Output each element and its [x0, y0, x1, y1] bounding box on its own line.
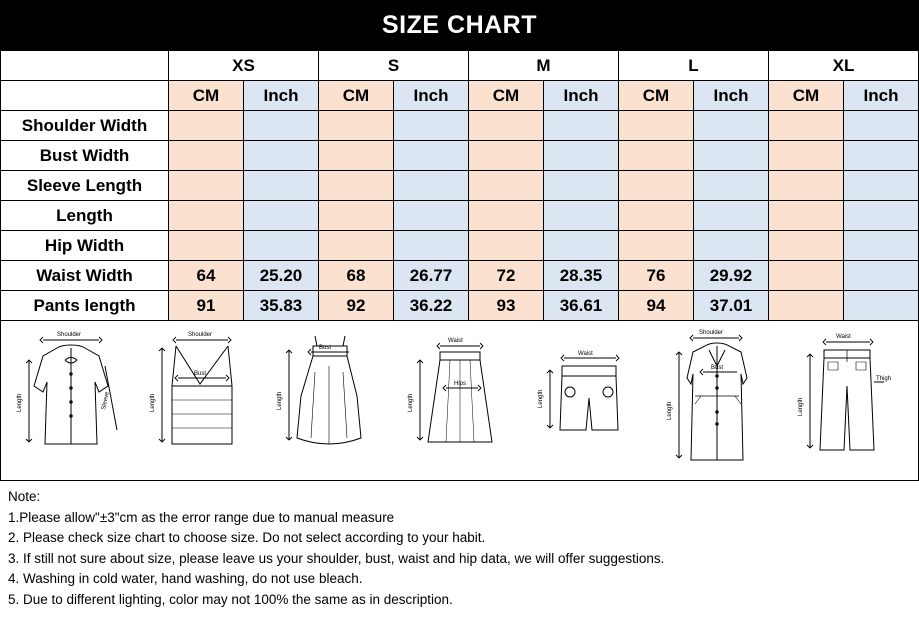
table-corner-cell: [1, 51, 169, 81]
garment-illustrations: [0, 321, 919, 481]
table-row: [1, 111, 919, 141]
illustration-skirt: [400, 326, 518, 476]
cell-shoulder-width-s-cm: [319, 111, 394, 141]
unit-corner-cell: [1, 81, 169, 111]
cell-length-s-cm: [319, 201, 394, 231]
cell-waist-width-xs-cm: 64: [169, 261, 244, 291]
label-waist: Waist: [836, 333, 852, 340]
table-row: [1, 261, 919, 291]
label-hips: Hips: [454, 380, 467, 387]
cell-shoulder-width-m-inch: [544, 111, 619, 141]
label-waist: Waist: [448, 337, 464, 344]
cell-length-s-inch: [394, 201, 469, 231]
cell-sleeve-length-l-inch: [694, 171, 769, 201]
cell-hip-width-xl-cm: [769, 231, 844, 261]
label-length: Length: [798, 397, 805, 416]
cell-length-m-cm: [469, 201, 544, 231]
cell-waist-width-l-cm: 76: [619, 261, 694, 291]
row-label-waist-width: Waist Width: [1, 261, 169, 291]
notes-heading: Note:: [8, 489, 41, 504]
cell-bust-width-xs-cm: [169, 141, 244, 171]
cell-waist-width-xl-cm: [769, 261, 844, 291]
table-header-units: [1, 81, 919, 111]
unit-header-cm-xl: CM: [769, 81, 844, 111]
unit-header-cm-l: CM: [619, 81, 694, 111]
cell-hip-width-xs-cm: [169, 231, 244, 261]
cell-shoulder-width-xl-inch: [844, 111, 919, 141]
cell-length-m-inch: [544, 201, 619, 231]
table-row: [1, 171, 919, 201]
label-shoulder: Shoulder: [699, 329, 724, 336]
row-label-length: Length: [1, 201, 169, 231]
cell-length-l-cm: [619, 201, 694, 231]
cell-shoulder-width-l-inch: [694, 111, 769, 141]
label-length: Length: [667, 401, 674, 420]
cell-pants-length-xs-cm: 91: [169, 291, 244, 321]
cell-shoulder-width-xl-cm: [769, 111, 844, 141]
cell-sleeve-length-l-cm: [619, 171, 694, 201]
cell-sleeve-length-xs-inch: [244, 171, 319, 201]
cell-hip-width-m-inch: [544, 231, 619, 261]
cell-length-l-inch: [694, 201, 769, 231]
unit-header-inch-xs: Inch: [244, 81, 319, 111]
size-header-l: L: [619, 51, 769, 81]
cell-pants-length-m-cm: 93: [469, 291, 544, 321]
page-title: SIZE CHART: [0, 0, 919, 50]
cell-bust-width-xl-inch: [844, 141, 919, 171]
cell-bust-width-m-inch: [544, 141, 619, 171]
cell-hip-width-xs-inch: [244, 231, 319, 261]
unit-header-inch-m: Inch: [544, 81, 619, 111]
note-line-5: 5. Due to different lighting, color may not 100% the same as in description.: [8, 591, 453, 607]
note-line-3: 3. If still not sure about size, please leave us your shoulder, bust, waist and hip data, we will offer suggestions.: [8, 550, 665, 566]
cell-sleeve-length-xs-cm: [169, 171, 244, 201]
label-length: Length: [277, 391, 284, 410]
label-shoulder: Shoulder: [187, 331, 212, 338]
illustration-camisole: [142, 326, 260, 476]
size-header-m: M: [469, 51, 619, 81]
cell-hip-width-s-inch: [394, 231, 469, 261]
illustration-blouse: [13, 326, 131, 476]
cell-bust-width-l-inch: [694, 141, 769, 171]
cell-pants-length-xs-inch: 35.83: [244, 291, 319, 321]
label-length: Length: [149, 393, 156, 412]
cell-sleeve-length-s-inch: [394, 171, 469, 201]
cell-shoulder-width-m-cm: [469, 111, 544, 141]
illustration-dress: [271, 326, 389, 476]
label-bust: Bust: [193, 370, 206, 377]
size-header-xl: XL: [769, 51, 919, 81]
table-row: [1, 201, 919, 231]
notes-section: [0, 481, 919, 610]
cell-sleeve-length-s-cm: [319, 171, 394, 201]
table-row: [1, 141, 919, 171]
unit-header-inch-xl: Inch: [844, 81, 919, 111]
label-length: Length: [16, 393, 23, 412]
illustration-long-coat: [659, 326, 777, 476]
label-length: Length: [408, 393, 415, 412]
cell-hip-width-s-cm: [319, 231, 394, 261]
label-waist: Waist: [577, 350, 593, 357]
cell-pants-length-m-inch: 36.61: [544, 291, 619, 321]
cell-pants-length-s-cm: 92: [319, 291, 394, 321]
illustration-shorts: [530, 326, 648, 476]
label-thigh: Thigh: [876, 375, 892, 382]
label-bust: Bust: [711, 364, 724, 371]
table-header-sizes: [1, 51, 919, 81]
cell-pants-length-s-inch: 36.22: [394, 291, 469, 321]
cell-length-xs-cm: [169, 201, 244, 231]
unit-header-cm-xs: CM: [169, 81, 244, 111]
row-label-shoulder-width: Shoulder Width: [1, 111, 169, 141]
cell-pants-length-l-inch: 37.01: [694, 291, 769, 321]
cell-hip-width-xl-inch: [844, 231, 919, 261]
cell-shoulder-width-l-cm: [619, 111, 694, 141]
size-chart-table: [0, 50, 919, 321]
cell-hip-width-l-cm: [619, 231, 694, 261]
cell-bust-width-xs-inch: [244, 141, 319, 171]
cell-hip-width-m-cm: [469, 231, 544, 261]
cell-waist-width-m-cm: 72: [469, 261, 544, 291]
cell-waist-width-s-inch: 26.77: [394, 261, 469, 291]
label-length: Length: [537, 389, 544, 408]
cell-length-xs-inch: [244, 201, 319, 231]
cell-bust-width-s-cm: [319, 141, 394, 171]
cell-length-xl-cm: [769, 201, 844, 231]
cell-bust-width-m-cm: [469, 141, 544, 171]
unit-header-inch-l: Inch: [694, 81, 769, 111]
cell-waist-width-s-cm: 68: [319, 261, 394, 291]
unit-header-cm-s: CM: [319, 81, 394, 111]
label-sleeve: Sleeve: [100, 390, 111, 410]
cell-waist-width-m-inch: 28.35: [544, 261, 619, 291]
cell-sleeve-length-xl-inch: [844, 171, 919, 201]
label-shoulder: Shoulder: [56, 331, 81, 338]
cell-shoulder-width-xs-cm: [169, 111, 244, 141]
cell-pants-length-l-cm: 94: [619, 291, 694, 321]
cell-bust-width-l-cm: [619, 141, 694, 171]
cell-sleeve-length-m-inch: [544, 171, 619, 201]
cell-sleeve-length-xl-cm: [769, 171, 844, 201]
size-header-s: S: [319, 51, 469, 81]
cell-hip-width-l-inch: [694, 231, 769, 261]
cell-pants-length-xl-cm: [769, 291, 844, 321]
row-label-pants-length: Pants length: [1, 291, 169, 321]
note-line-2: 2. Please check size chart to choose size. Do not select according to your habit.: [8, 530, 486, 546]
cell-pants-length-xl-inch: [844, 291, 919, 321]
cell-waist-width-xs-inch: 25.20: [244, 261, 319, 291]
note-line-4: 4. Washing in cold water, hand washing, do not use bleach.: [8, 571, 363, 587]
cell-waist-width-l-inch: 29.92: [694, 261, 769, 291]
row-label-hip-width: Hip Width: [1, 231, 169, 261]
cell-length-xl-inch: [844, 201, 919, 231]
cell-bust-width-s-inch: [394, 141, 469, 171]
note-line-1: 1.Please allow"±3"cm as the error range due to manual measure: [8, 509, 395, 525]
label-bust: Bust: [319, 344, 332, 351]
table-row: [1, 231, 919, 261]
unit-header-inch-s: Inch: [394, 81, 469, 111]
cell-shoulder-width-xs-inch: [244, 111, 319, 141]
row-label-sleeve-length: Sleeve Length: [1, 171, 169, 201]
size-header-xs: XS: [169, 51, 319, 81]
unit-header-cm-m: CM: [469, 81, 544, 111]
cell-shoulder-width-s-inch: [394, 111, 469, 141]
cell-waist-width-xl-inch: [844, 261, 919, 291]
cell-bust-width-xl-cm: [769, 141, 844, 171]
table-row: [1, 291, 919, 321]
cell-sleeve-length-m-cm: [469, 171, 544, 201]
row-label-bust-width: Bust Width: [1, 141, 169, 171]
illustration-pants: [788, 326, 906, 476]
